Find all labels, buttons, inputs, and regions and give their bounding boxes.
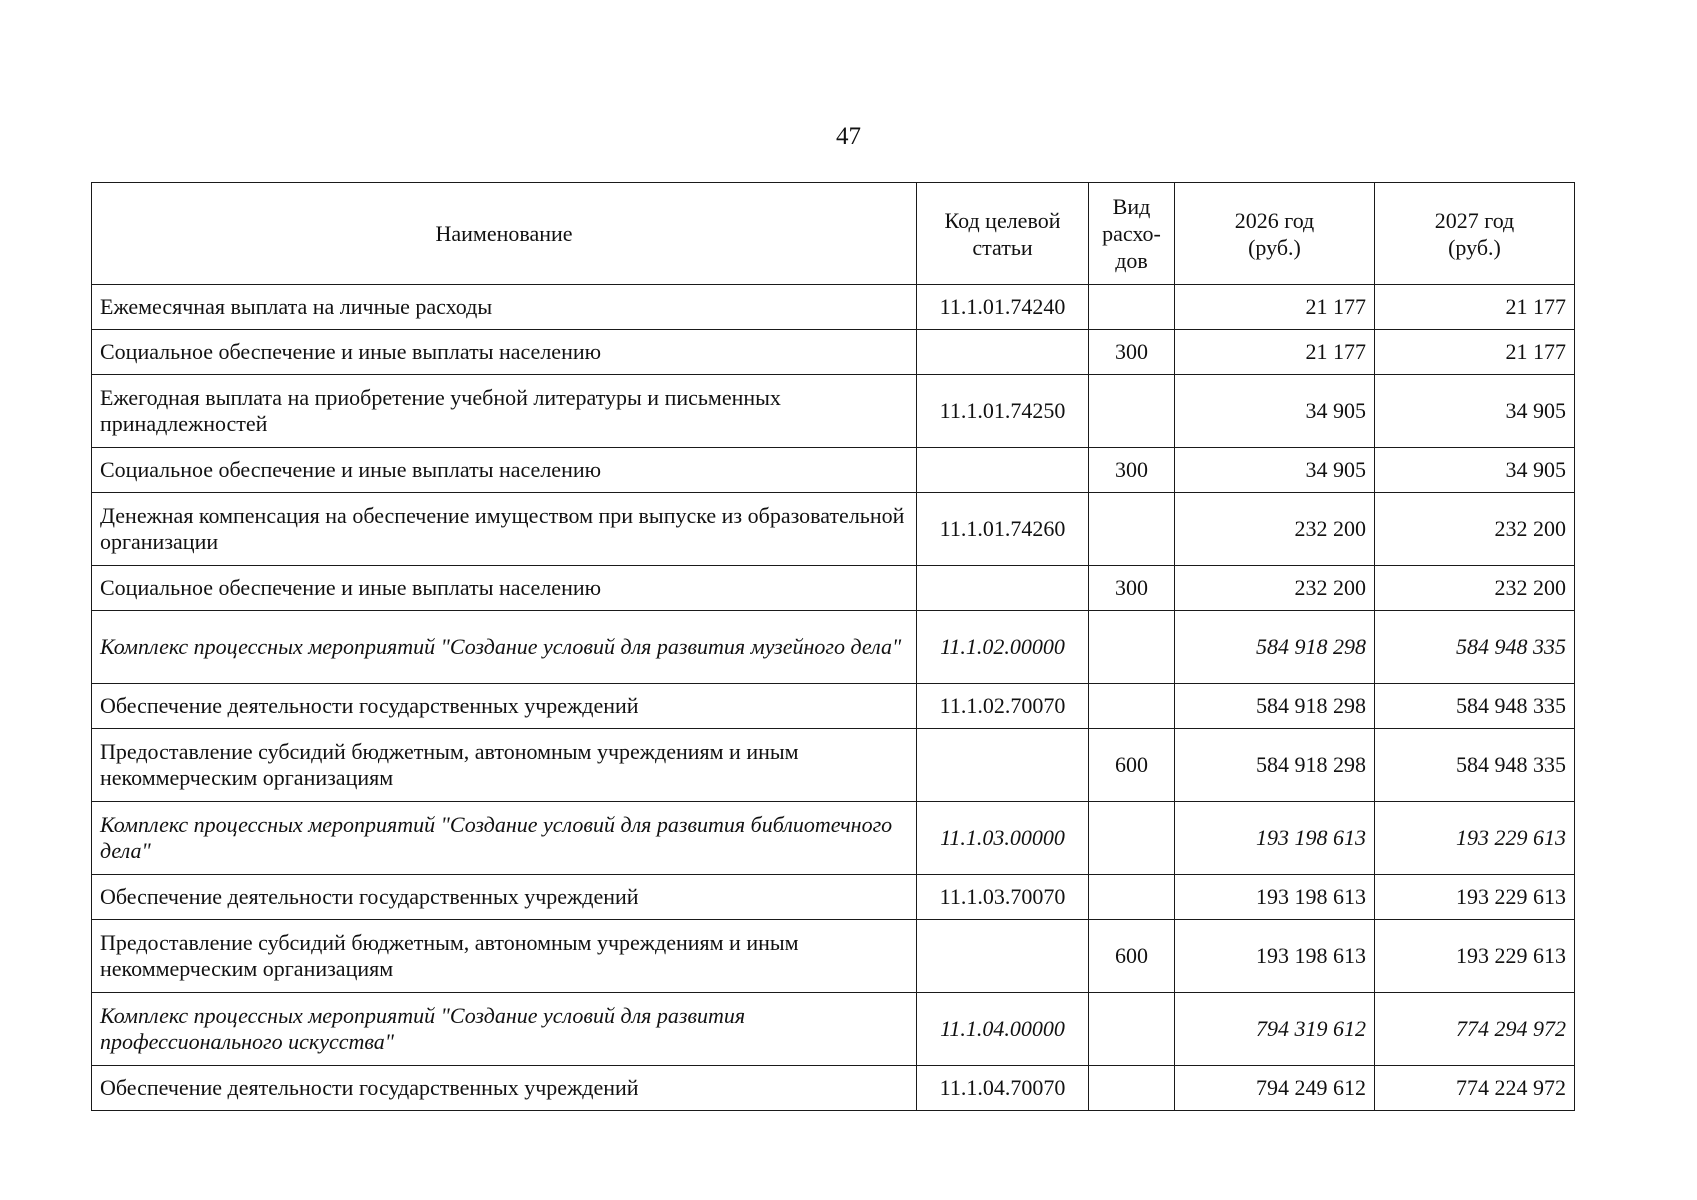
row-name: Социальное обеспечение и иные выплаты населению <box>92 448 917 493</box>
row-2026: 584 918 298 <box>1175 611 1375 684</box>
row-2026: 193 198 613 <box>1175 875 1375 920</box>
row-code: 11.1.02.70070 <box>917 684 1089 729</box>
row-type <box>1089 611 1175 684</box>
header-year-2027: 2027 год (руб.) <box>1375 183 1575 285</box>
row-type <box>1089 802 1175 875</box>
table-row <box>92 285 1575 330</box>
row-2026: 34 905 <box>1175 375 1375 448</box>
table-row-program <box>92 802 1575 875</box>
row-2027: 21 177 <box>1375 330 1575 375</box>
header-name: Наименование <box>92 183 917 285</box>
row-2026: 193 198 613 <box>1175 802 1375 875</box>
row-name: Ежемесячная выплата на личные расходы <box>92 285 917 330</box>
row-name: Денежная компенсация на обеспечение имуществом при выпуске из образовательной организации <box>92 493 917 566</box>
table-row <box>92 566 1575 611</box>
row-name: Обеспечение деятельности государственных учреждений <box>92 875 917 920</box>
row-name: Комплекс процессных мероприятий "Создание условий для развития профессионального искусства" <box>92 993 917 1066</box>
row-type <box>1089 993 1175 1066</box>
row-2027: 774 224 972 <box>1375 1066 1575 1111</box>
row-code: 11.1.01.74240 <box>917 285 1089 330</box>
row-2027: 232 200 <box>1375 566 1575 611</box>
row-code: 11.1.04.00000 <box>917 993 1089 1066</box>
row-2027: 193 229 613 <box>1375 875 1575 920</box>
row-name: Предоставление субсидий бюджетным, автономным учреждениям и иным некоммерческим организациям <box>92 920 917 993</box>
row-2026: 232 200 <box>1175 566 1375 611</box>
table-row <box>92 1066 1575 1111</box>
table-row <box>92 493 1575 566</box>
row-code <box>917 330 1089 375</box>
row-2026: 794 319 612 <box>1175 993 1375 1066</box>
row-2027: 584 948 335 <box>1375 729 1575 802</box>
budget-table <box>91 182 1575 1111</box>
row-name: Ежегодная выплата на приобретение учебной литературы и письменных принадлежностей <box>92 375 917 448</box>
row-2027: 584 948 335 <box>1375 611 1575 684</box>
row-type <box>1089 285 1175 330</box>
row-2027: 774 294 972 <box>1375 993 1575 1066</box>
row-2026: 21 177 <box>1175 285 1375 330</box>
row-name: Обеспечение деятельности государственных учреждений <box>92 684 917 729</box>
row-code: 11.1.01.74250 <box>917 375 1089 448</box>
row-2027: 584 948 335 <box>1375 684 1575 729</box>
table-row <box>92 875 1575 920</box>
row-type <box>1089 493 1175 566</box>
header-type: Вид расхо-дов <box>1089 183 1175 285</box>
row-2026: 232 200 <box>1175 493 1375 566</box>
table-row-program <box>92 611 1575 684</box>
table-row <box>92 330 1575 375</box>
row-2026: 34 905 <box>1175 448 1375 493</box>
table-row-program <box>92 993 1575 1066</box>
row-2027: 193 229 613 <box>1375 920 1575 993</box>
row-type: 600 <box>1089 729 1175 802</box>
row-type <box>1089 684 1175 729</box>
row-name: Обеспечение деятельности государственных учреждений <box>92 1066 917 1111</box>
row-code: 11.1.03.00000 <box>917 802 1089 875</box>
row-code <box>917 729 1089 802</box>
row-type: 600 <box>1089 920 1175 993</box>
row-name: Социальное обеспечение и иные выплаты населению <box>92 330 917 375</box>
row-2027: 193 229 613 <box>1375 802 1575 875</box>
table-row <box>92 375 1575 448</box>
row-type: 300 <box>1089 566 1175 611</box>
row-2027: 34 905 <box>1375 448 1575 493</box>
row-code: 11.1.03.70070 <box>917 875 1089 920</box>
page-number: 47 <box>836 123 861 150</box>
header-year-2026: 2026 год (руб.) <box>1175 183 1375 285</box>
table-row <box>92 448 1575 493</box>
row-2026: 794 249 612 <box>1175 1066 1375 1111</box>
row-type <box>1089 1066 1175 1111</box>
row-name: Предоставление субсидий бюджетным, автономным учреждениям и иным некоммерческим организациям <box>92 729 917 802</box>
header-code: Код целевой статьи <box>917 183 1089 285</box>
row-code <box>917 448 1089 493</box>
row-2026: 193 198 613 <box>1175 920 1375 993</box>
row-code <box>917 920 1089 993</box>
row-2026: 584 918 298 <box>1175 729 1375 802</box>
row-2026: 21 177 <box>1175 330 1375 375</box>
table-row <box>92 920 1575 993</box>
table-row <box>92 729 1575 802</box>
row-2027: 21 177 <box>1375 285 1575 330</box>
row-name: Комплекс процессных мероприятий "Создание условий для развития библиотечного дела" <box>92 802 917 875</box>
row-name: Комплекс процессных мероприятий "Создание условий для развития музейного дела" <box>92 611 917 684</box>
row-name: Социальное обеспечение и иные выплаты населению <box>92 566 917 611</box>
row-2027: 34 905 <box>1375 375 1575 448</box>
row-code: 11.1.04.70070 <box>917 1066 1089 1111</box>
row-type <box>1089 875 1175 920</box>
table-header-row <box>92 183 1575 285</box>
row-type: 300 <box>1089 448 1175 493</box>
row-2026: 584 918 298 <box>1175 684 1375 729</box>
row-code <box>917 566 1089 611</box>
row-code: 11.1.01.74260 <box>917 493 1089 566</box>
row-type: 300 <box>1089 330 1175 375</box>
row-type <box>1089 375 1175 448</box>
row-2027: 232 200 <box>1375 493 1575 566</box>
row-code: 11.1.02.00000 <box>917 611 1089 684</box>
table-row <box>92 684 1575 729</box>
